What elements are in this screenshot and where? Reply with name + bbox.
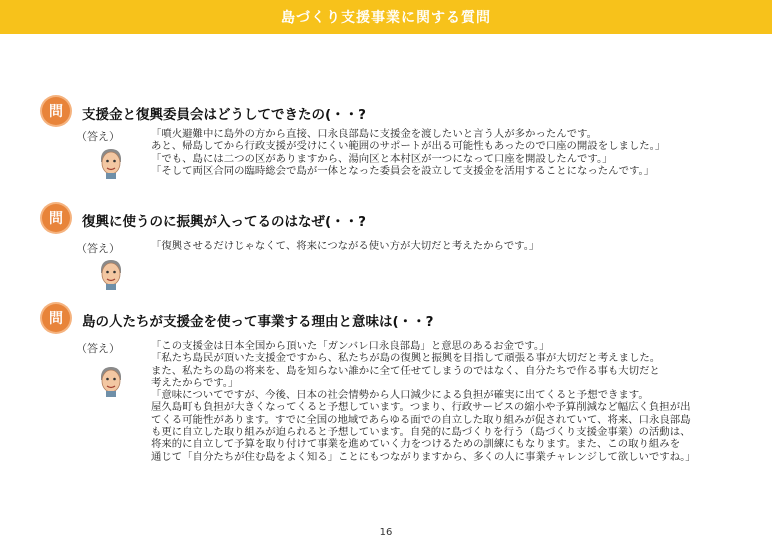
answer-label-1: （答え） [76,130,120,143]
question-badge-2: 問 [42,204,70,232]
speaker-avatar-icon [96,146,126,180]
answer-2: 「復興させるだけじゃなくて、将来につながる使い方が大切だと考えたからです。」 [151,240,540,252]
question-badge-3: 問 [42,304,70,332]
speaker-avatar-icon [96,364,126,398]
page-header [0,0,772,34]
header-title: 島づくり支援事業に関する質問 [281,10,491,26]
page-number: 16 [379,527,393,538]
answer-label-3: （答え） [76,342,120,355]
answer-1: 「噴火避難中に島外の方から直接、口永良部島に支援金を渡したいと言う人が多かったんです。 あと、帰島してから行政支援が受けにくい範囲のサポートが出る可能性もあったので口座の開設をしました。」 「でも、島には二つの区がありますから、湯向区と本村区が一つになって口座を開設したんです。」 「そして両区合同の臨時総会で島が一体となった委員会を設立して支援金を活用することになったんです。」 [151,128,666,177]
question-3: 島の人たちが支援金を使って事業する理由と意味は(・・? [82,314,434,330]
question-badge-1: 問 [42,97,70,125]
speaker-avatar-icon [96,257,126,291]
question-2: 復興に使うのに振興が入ってるのはなぜ(・・? [82,214,367,230]
answer-label-2: （答え） [76,242,120,255]
question-1: 支援金と復興委員会はどうしてできたの(・・? [82,107,367,123]
answer-3: 「この支援金は日本全国から頂いた「ガンバレ口永良部島」と意思のあるお金です。」 「私たち島民が頂いた支援金ですから、私たちが島の復興と振興を目指して頑張る事が大切だと考えました。 また、私たちの島の将来を、島を知らない誰かに全て任せてしまうのではなく、自分たちで作る事も大切だと 考えたからです。」 「意味についてですが、今後、日本の社会情勢から人口減少による負担が確実に出てくると予想できます。 屋久島町も負担が大きくなってくると予想しています。つまり、行政サービスの縮小や予算削減など幅広く負担が出 てくる可能性があります。すでに全国の地域であらゆる面での自立した取り組みが促されていて、将来、口永良部島 も更に自立した取り組みが迫られると予想しています。自発的に島づくりを行う（島づくり支援金事業）の活動は、 将来的に自立して予算を取り付けて事業を進めていく力をつけるための訓練にもなります。また、この取り組みを 通じて「自分たちが住む島をよく知る」ことにもつながりますから、多くの人に事業チャレンジして欲しいですね。」 [151,340,696,463]
